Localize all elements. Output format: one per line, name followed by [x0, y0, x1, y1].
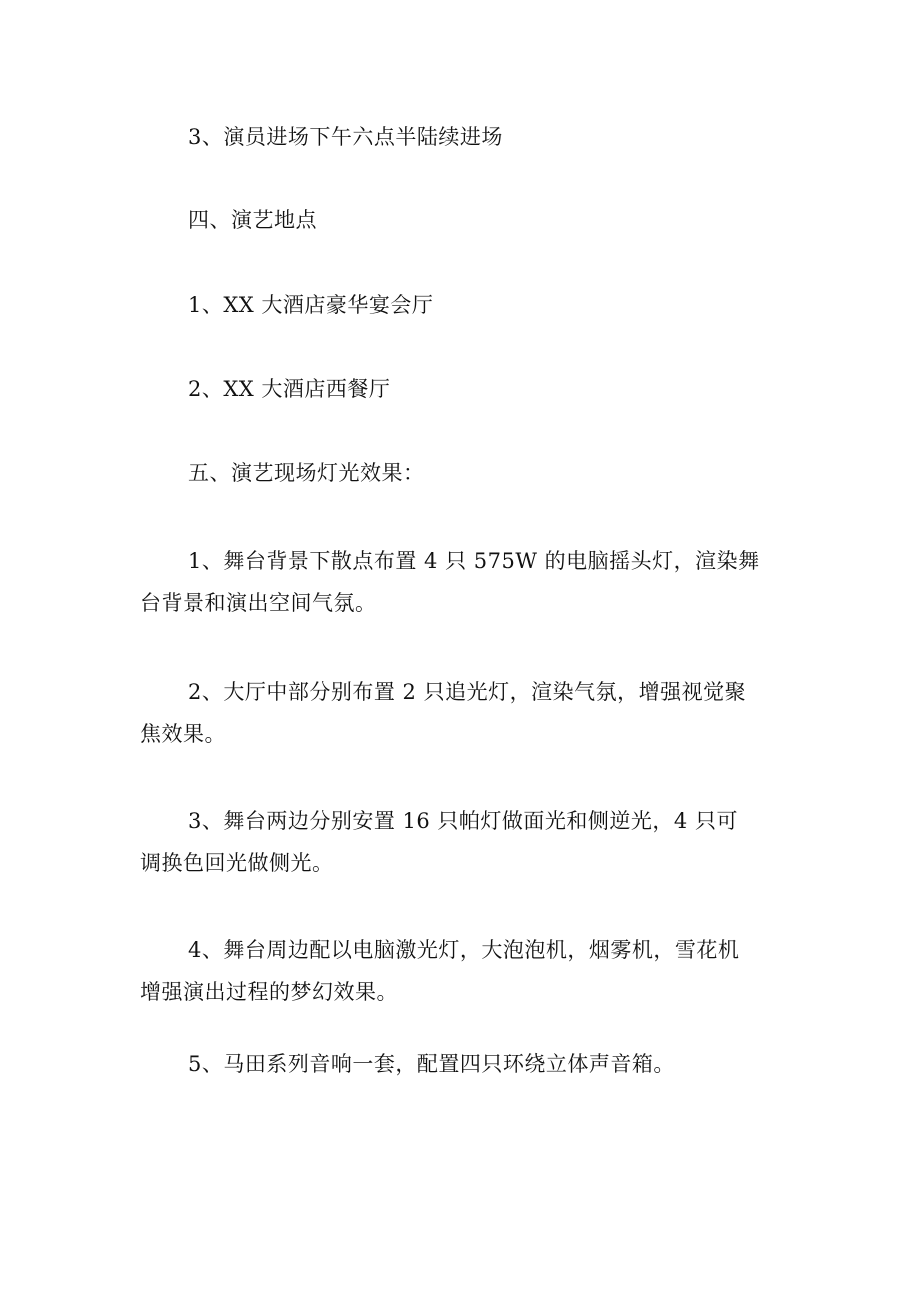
paragraph-line: 3、舞台两边分别安置 16 只帕灯做面光和侧逆光，4 只可 [188, 809, 738, 833]
section-heading-lighting [140, 452, 780, 494]
paragraph-line: 4、舞台周边配以电脑激光灯，大泡泡机，烟雾机，雪花机 [188, 938, 740, 962]
paragraph-line: 1、XX 大酒店豪华宴会厅 [188, 293, 434, 317]
paragraph-line: 1、舞台背景下散点布置 4 只 575W 的电脑摇头灯，渲染舞 [188, 549, 760, 573]
paragraph-lighting-4 [140, 929, 780, 1013]
paragraph-actor-entry [140, 116, 780, 158]
paragraph-venue-1 [140, 284, 780, 326]
paragraph-line: 台背景和演出空间气氛。 [140, 591, 377, 615]
paragraph-line: 增强演出过程的梦幻效果。 [140, 980, 398, 1004]
paragraph-line: 3、演员进场下午六点半陆续进场 [188, 125, 503, 149]
section-heading-venue [140, 199, 780, 241]
paragraph-line: 焦效果。 [140, 722, 226, 746]
paragraph-lighting-2 [140, 671, 780, 755]
paragraph-venue-2 [140, 368, 780, 410]
paragraph-lighting-3 [140, 800, 780, 884]
paragraph-line: 调换色回光做侧光。 [140, 851, 334, 875]
paragraph-sound-system [140, 1043, 780, 1085]
paragraph-line: 2、XX 大酒店西餐厅 [188, 377, 391, 401]
paragraph-line: 5、马田系列音响一套，配置四只环绕立体声音箱。 [188, 1052, 675, 1076]
heading-line: 五、演艺现场灯光效果： [188, 461, 425, 485]
heading-line: 四、演艺地点 [188, 208, 317, 232]
paragraph-lighting-1 [140, 540, 780, 624]
paragraph-line: 2、大厅中部分别布置 2 只追光灯，渲染气氛，增强视觉聚 [188, 680, 747, 704]
